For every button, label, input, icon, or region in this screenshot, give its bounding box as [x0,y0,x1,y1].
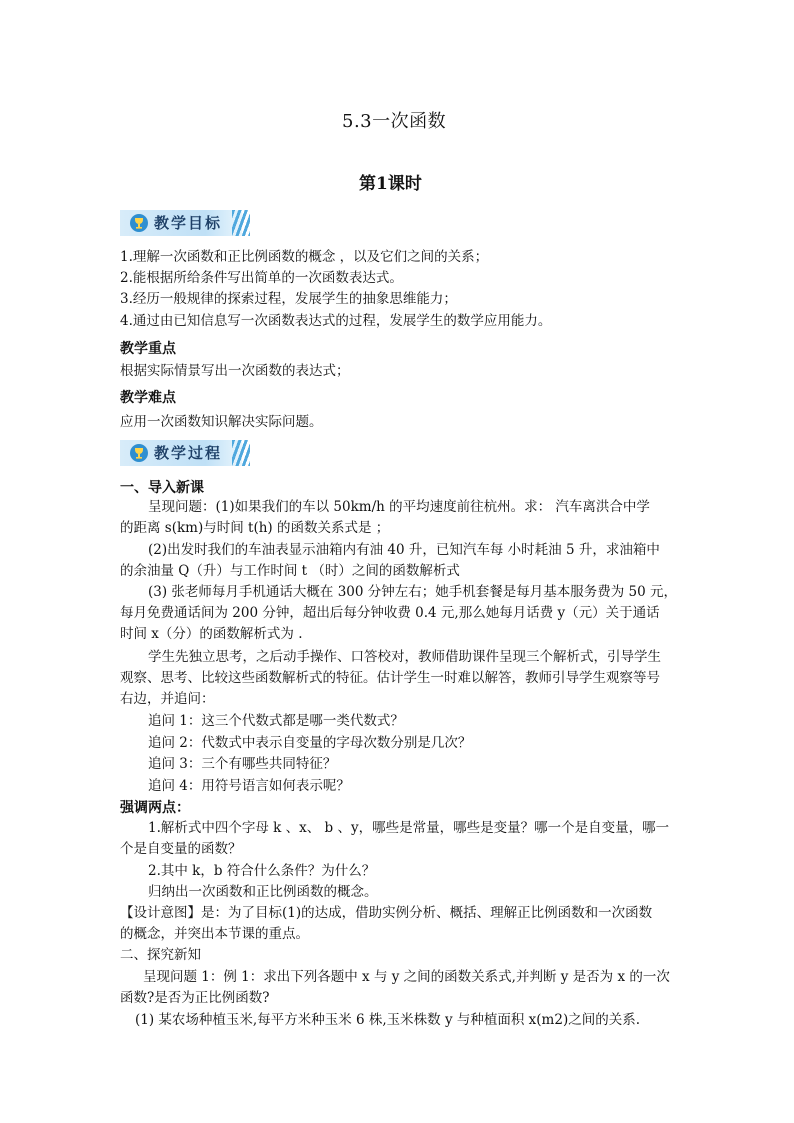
paragraph-line: (1) 某农场种植玉米,每平方米种玉米 6 株,玉米株数 y 与种植面积 x(m2)之间的关系. [135,1012,640,1028]
followup-question: 追问 4：用符号语言如何表示呢？ [148,778,350,794]
section2-heading: 二、探究新知 [120,947,201,963]
paragraph-line: 右边，并追问： [120,691,215,707]
design-intent: 的概念，并突出本节课的重点。 [120,926,309,942]
followup-question: 追问 1：这三个代数式都是哪一类代数式？ [148,713,404,729]
difficulty-text: 应用一次函数知识解决实际问题。 [120,414,323,430]
paragraph-line: 的距离 s(km)与时间 t(h) 的函数关系式是 ； [120,520,390,536]
section1-heading: 一、导入新课 [120,480,204,496]
key-heading: 教学重点 [120,341,176,357]
paragraph-line: 个是自变量的函数？ [120,841,242,857]
emphasis-heading: 强调两点： [120,800,190,816]
process-banner [120,440,242,466]
page-title: 5.3一次函数 [342,111,447,132]
goal-item: 4.通过由已知信息写一次函数表达式的过程，发展学生的数学应用能力。 [120,313,552,329]
paragraph-line: 呈现问题 1：例 1：求出下列各题中 x 与 y 之间的函数关系式,并判断 y 是否为 x 的一次 [143,969,670,985]
goals-banner-label: 教学目标 [154,214,223,232]
paragraph-line: 每月免费通话间为 200 分钟，超出后每分钟收费 0.4 元,那么她每月话费 y（元）关于通话 [120,605,660,621]
design-intent: 【设计意图】是：为了目标(1)的达成，借助实例分析、概括、理解正比例函数和一次函数 [120,905,653,921]
difficulty-heading: 教学难点 [120,390,176,406]
trophy-icon [130,214,148,232]
lesson-subtitle: 第1课时 [359,174,422,194]
paragraph-line: 归纳出一次函数和正比例函数的概念。 [148,884,378,900]
banner-stripes [232,440,250,466]
paragraph-line: 呈现问题：(1)如果我们的车以 50km/h 的平均速度前往杭州。求： 汽车离洪合中学 [148,499,650,515]
paragraph-line: 学生先独立思考，之后动手操作、口答校对，教师借助课件呈现三个解析式，引导学生 [148,649,661,665]
key-text: 根据实际情景写出一次函数的表达式； [120,363,350,379]
goals-banner [120,210,242,236]
process-banner-label: 教学过程 [154,444,223,462]
trophy-icon [130,444,148,462]
goal-item: 2.能根据所给条件写出简单的一次函数表达式。 [120,270,403,286]
paragraph-line: 函数?是否为正比例函数? [120,990,270,1006]
paragraph-line: (2)出发时我们的车油表显示油箱内有油 40 升，已知汽车每 小时耗油 5 升，求油箱中 [148,542,660,558]
paragraph-line: 时间 x（分）的函数解析式为 . [120,626,303,642]
paragraph-line: 1.解析式中四个字母 k 、x、 b 、y，哪些是常量，哪些是变量？哪一个是自变量，哪一 [148,820,670,836]
followup-question: 追问 2：代数式中表示自变量的字母次数分别是几次？ [148,735,472,751]
paragraph-line: (3) 张老师每月手机通话大概在 300 分钟左右；她手机套餐是每月基本服务费为 50 元， [148,584,678,600]
followup-question: 追问 3：三个有哪些共同特征？ [148,756,337,772]
paragraph-line: 2.其中 k，b 符合什么条件？为什么？ [148,863,376,879]
goal-item: 1.理解一次函数和正比例函数的概念 ，以及它们之间的关系； [120,249,489,265]
banner-stripes [232,210,250,236]
paragraph-line: 观察、思考、比较这些函数解析式的特征。估计学生一时难以解答，教师引导学生观察等号 [120,670,660,686]
paragraph-line: 的余油量 Q（升）与工作时间 t （时）之间的函数解析式 [120,563,460,579]
goal-item: 3.经历一般规律的探索过程，发展学生的抽象思维能力； [120,291,457,307]
